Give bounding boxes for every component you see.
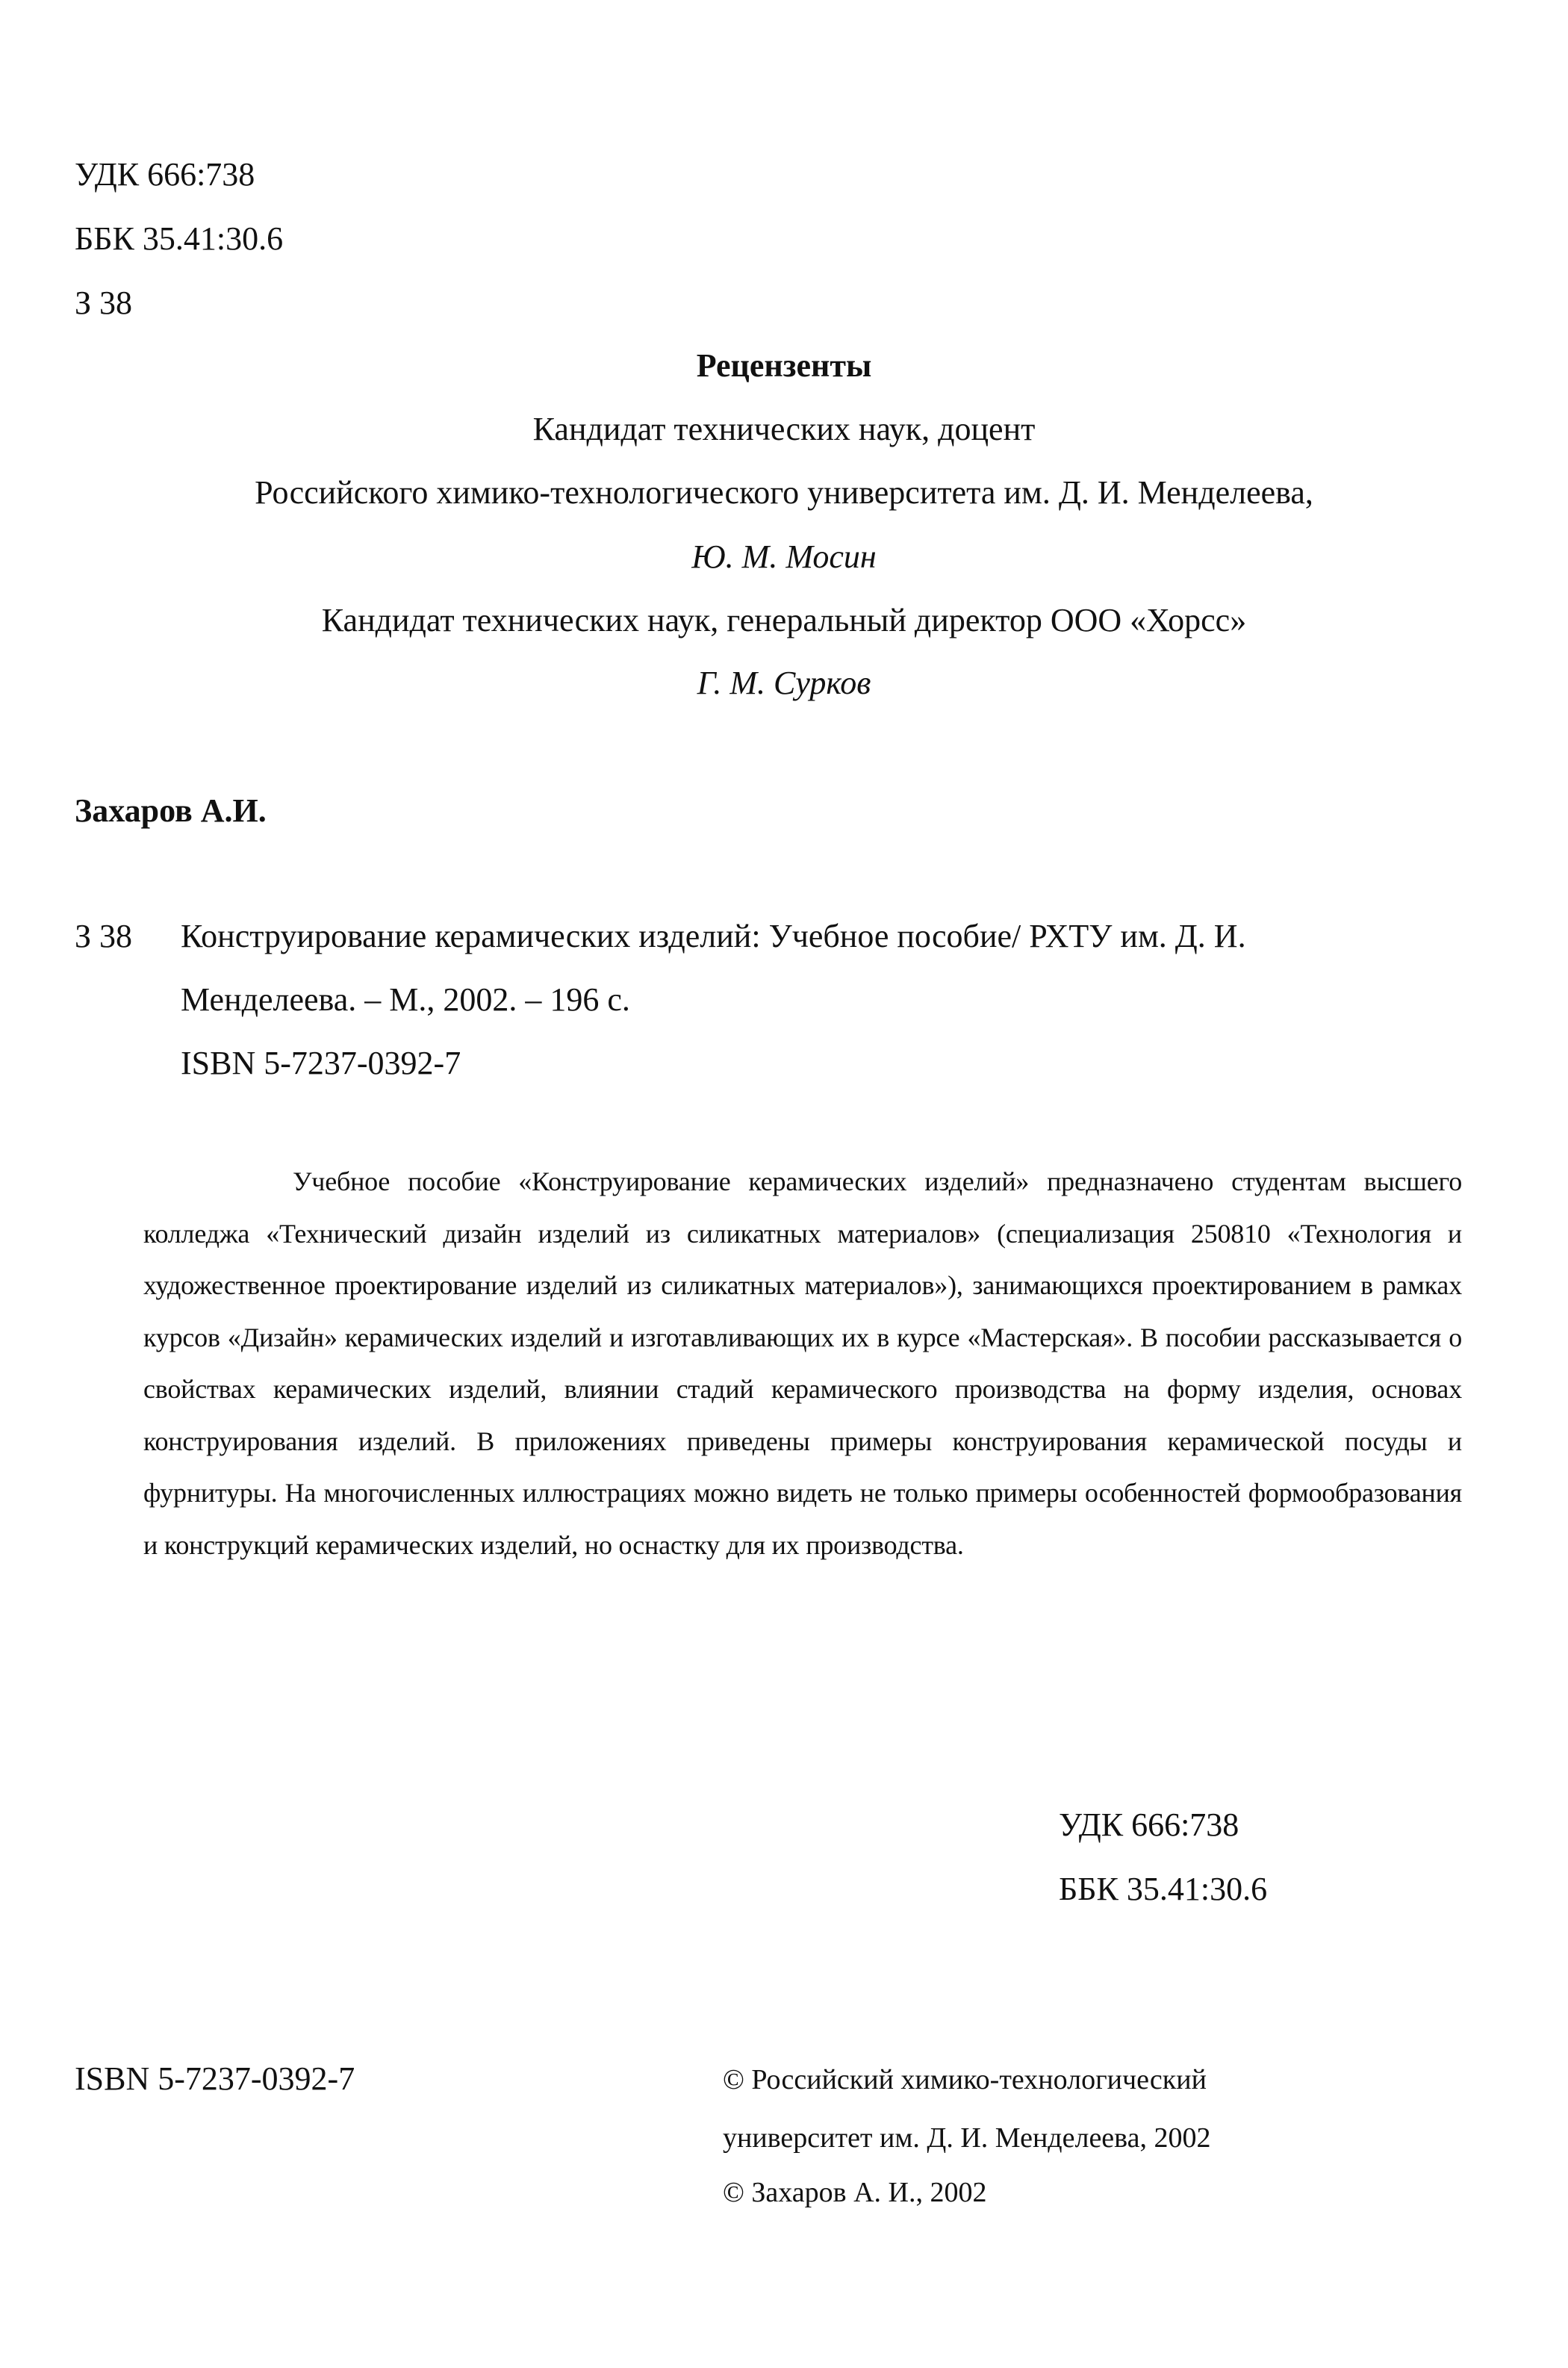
footer-isbn: ISBN 5-7237-0392-7 — [75, 2060, 355, 2097]
reviewer1-name: Ю. М. Мосин — [691, 538, 877, 575]
reviewer2-title: Кандидат технических наук, генеральный директор ООО «Хорсс» — [321, 602, 1247, 638]
copyright-university-line2: университет им. Д. И. Менделеева, 2002 — [723, 2122, 1211, 2154]
author-heading: Захаров А.И. — [75, 792, 267, 829]
footer-udk-code: УДК 666:738 — [1059, 1806, 1239, 1843]
author-sign-code: З 38 — [75, 285, 133, 321]
annotation-paragraph: Учебное пособие «Конструирование керамических изделий» предназначено студентам высшего колледжа «Технический дизайн изделий из силикатных материалов» (специализация 250810 «Технология и художественное проектирование изделий из силикатных материалов»), занимающихся проектированием в рамках курсов «Дизайн» керамических изделий и изготавливающих их в курсе «Мастерская». В пособии рассказывается о свойствах керамических изделий, влиянии стадий керамического производства на форму изделия, основах конструирования изделий. В приложениях приведены примеры конструирования керамической посуды и фурнитуры. На многочисленных иллюстрациях можно видеть не только примеры особенностей формообразования и конструкций керамических изделий, но оснастку для их производства. — [143, 1166, 1462, 1560]
copyright-author: © Захаров А. И., 2002 — [723, 2177, 987, 2208]
bibliography-isbn: ISBN 5-7237-0392-7 — [181, 1045, 461, 1081]
reviewer2-name: Г. М. Сурков — [697, 665, 871, 701]
bibliography-line2: Менделеева. – М., 2002. – 196 с. — [181, 981, 630, 1018]
udk-code: УДК 666:738 — [75, 156, 255, 193]
footer-bbk-code: ББК 35.41:30.6 — [1059, 1871, 1268, 1907]
copyright-university-line1: © Российский химико-технологический — [723, 2064, 1207, 2095]
reviewer1-title-line1: Кандидат технических наук, доцент — [532, 411, 1036, 447]
bibliography-line1: Конструирование керамических изделий: Учебное пособие/ РХТУ им. Д. И. — [181, 918, 1246, 954]
reviewers-heading: Рецензенты — [696, 347, 872, 384]
reviewer1-title-line2: Российского химико-технологического университета им. Д. И. Менделеева, — [255, 474, 1313, 511]
bibliography-code: З 38 — [75, 918, 133, 954]
bbk-code: ББК 35.41:30.6 — [75, 220, 284, 257]
